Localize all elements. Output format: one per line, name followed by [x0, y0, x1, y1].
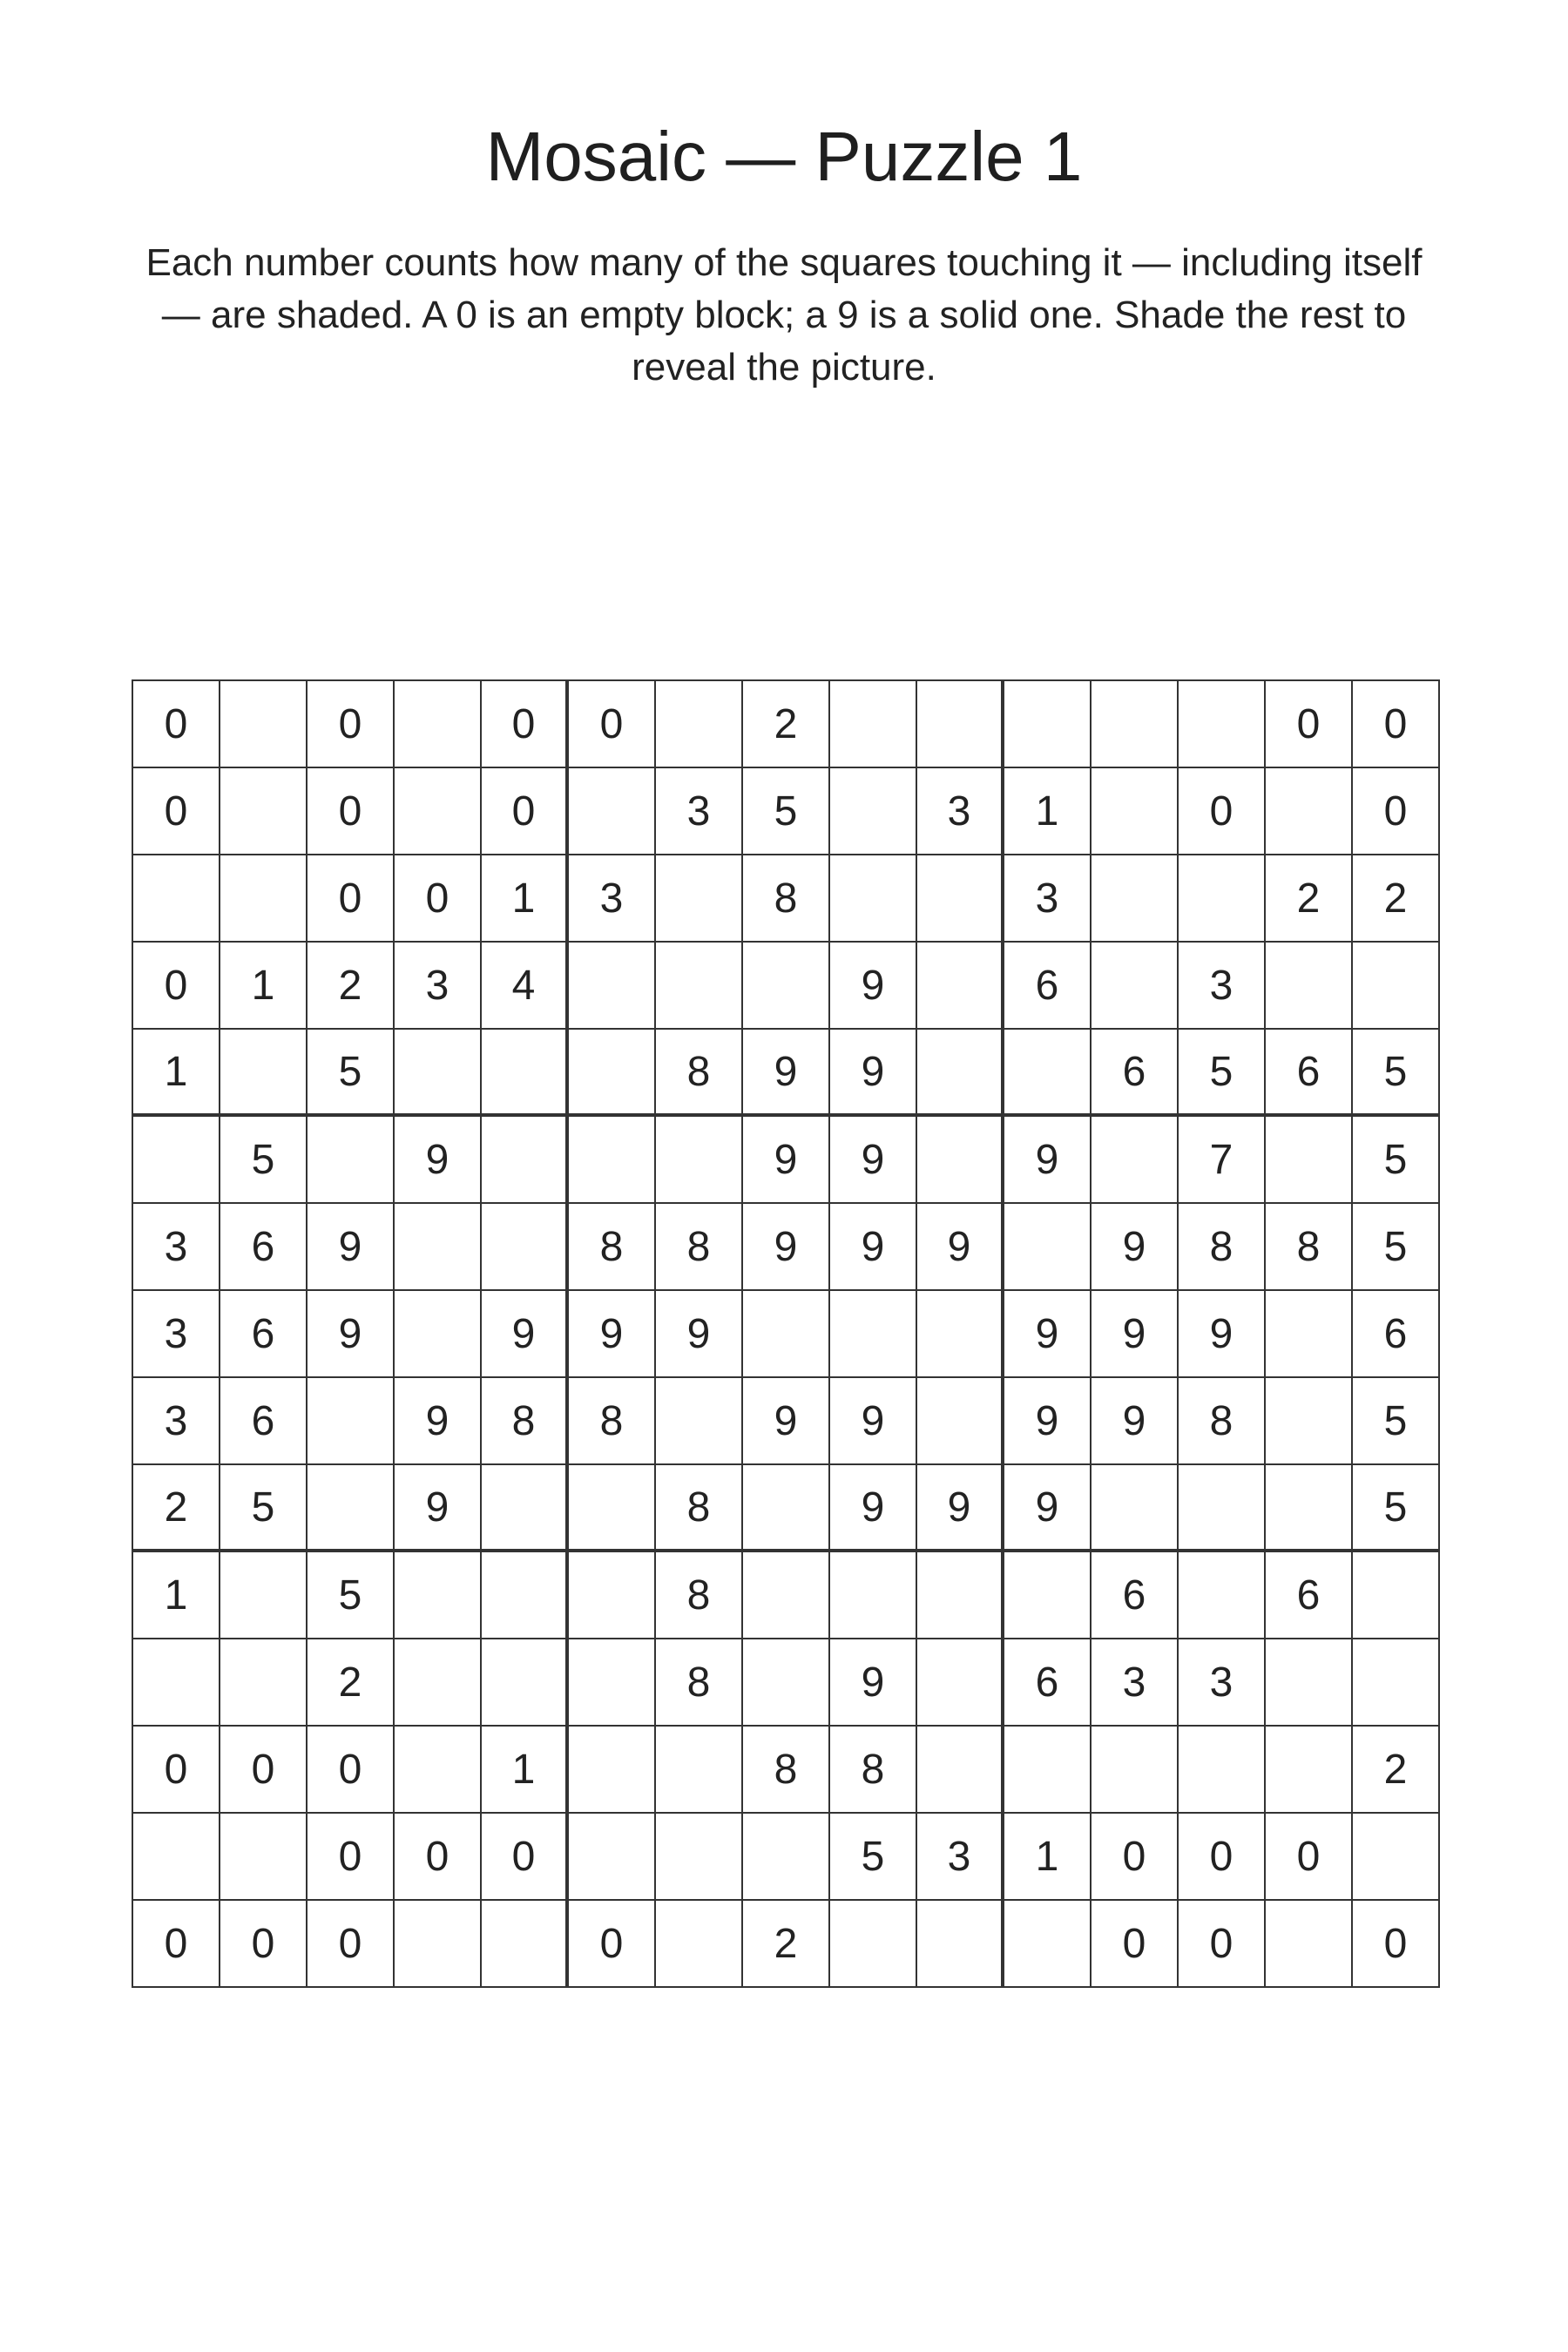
grid-cell[interactable]: 9: [656, 1291, 743, 1378]
grid-cell[interactable]: 3: [133, 1204, 220, 1291]
grid-cell[interactable]: 0: [308, 681, 395, 768]
grid-cell[interactable]: [482, 1030, 569, 1117]
grid-cell[interactable]: 9: [482, 1291, 569, 1378]
grid-cell[interactable]: [395, 768, 482, 855]
grid-cell[interactable]: [656, 1901, 743, 1988]
grid-cell[interactable]: 8: [569, 1378, 656, 1465]
grid-cell[interactable]: [220, 855, 308, 943]
grid-cell[interactable]: 9: [395, 1117, 482, 1204]
grid-cell[interactable]: [1353, 1814, 1440, 1901]
grid-cell[interactable]: 5: [830, 1814, 917, 1901]
puzzle-instructions: Each number counts how many of the squares touching it — including itself — are shaded. A 0 is an empty block; a 9 is a solid one. Shade the rest to reveal the picture.: [145, 241, 1423, 389]
grid-cell[interactable]: [1266, 1117, 1353, 1204]
grid-cell[interactable]: 2: [743, 681, 830, 768]
grid-cell[interactable]: 5: [308, 1552, 395, 1639]
grid-cell[interactable]: [1266, 768, 1353, 855]
grid-cell[interactable]: [395, 681, 482, 768]
grid-cell[interactable]: 9: [830, 1030, 917, 1117]
grid-cell[interactable]: [133, 1814, 220, 1901]
grid-cell[interactable]: [917, 1901, 1004, 1988]
grid-cell[interactable]: [743, 943, 830, 1030]
grid-cell[interactable]: [1092, 855, 1179, 943]
grid-cell[interactable]: 0: [1179, 1901, 1266, 1988]
grid-cell[interactable]: 5: [1353, 1378, 1440, 1465]
grid-cell[interactable]: 3: [917, 1814, 1004, 1901]
grid-cell[interactable]: 9: [1092, 1204, 1179, 1291]
grid-cell[interactable]: 9: [308, 1204, 395, 1291]
grid-cell[interactable]: [656, 1117, 743, 1204]
grid-cell[interactable]: [830, 1552, 917, 1639]
grid-cell[interactable]: 6: [1353, 1291, 1440, 1378]
grid-cell[interactable]: 5: [220, 1117, 308, 1204]
grid-cell[interactable]: 8: [656, 1639, 743, 1727]
grid-cell[interactable]: 0: [569, 1901, 656, 1988]
grid-cell[interactable]: 6: [220, 1378, 308, 1465]
grid-cell[interactable]: [308, 1465, 395, 1552]
grid-cell[interactable]: [220, 1552, 308, 1639]
grid-cell[interactable]: [1353, 1552, 1440, 1639]
grid-cell[interactable]: 5: [1179, 1030, 1266, 1117]
grid-cell[interactable]: 6: [1092, 1552, 1179, 1639]
grid-cell[interactable]: 8: [830, 1727, 917, 1814]
grid-cell[interactable]: [830, 768, 917, 855]
grid-cell[interactable]: [743, 1291, 830, 1378]
grid-cell[interactable]: [395, 1030, 482, 1117]
grid-cell[interactable]: 0: [220, 1727, 308, 1814]
grid-cell[interactable]: 9: [569, 1291, 656, 1378]
grid-cell[interactable]: [395, 1639, 482, 1727]
grid-cell[interactable]: [917, 943, 1004, 1030]
grid-cell[interactable]: [917, 1030, 1004, 1117]
grid-cell[interactable]: [1004, 1727, 1092, 1814]
grid-cell[interactable]: 2: [308, 943, 395, 1030]
mosaic-grid: [132, 679, 1440, 1988]
grid-cell[interactable]: 9: [917, 1204, 1004, 1291]
grid-cell[interactable]: 2: [1266, 855, 1353, 943]
grid-cell[interactable]: 3: [1092, 1639, 1179, 1727]
grid-cell[interactable]: 9: [830, 1204, 917, 1291]
grid-cell[interactable]: [220, 1030, 308, 1117]
grid-cell[interactable]: 5: [743, 768, 830, 855]
grid-cell[interactable]: 2: [308, 1639, 395, 1727]
grid-cell[interactable]: [308, 1117, 395, 1204]
grid-cell[interactable]: [656, 943, 743, 1030]
grid-cell[interactable]: 3: [395, 943, 482, 1030]
grid-cell[interactable]: [482, 1552, 569, 1639]
grid-cell[interactable]: 9: [830, 1117, 917, 1204]
grid-cell[interactable]: [133, 1117, 220, 1204]
grid-cell[interactable]: 0: [308, 855, 395, 943]
grid-cell[interactable]: 1: [482, 855, 569, 943]
grid-cell[interactable]: [917, 1552, 1004, 1639]
grid-cell[interactable]: [830, 1901, 917, 1988]
grid-cell[interactable]: 5: [1353, 1204, 1440, 1291]
grid-cell[interactable]: [569, 943, 656, 1030]
grid-cell[interactable]: 9: [1179, 1291, 1266, 1378]
grid-cell[interactable]: 9: [395, 1465, 482, 1552]
grid-cell[interactable]: [1266, 1378, 1353, 1465]
grid-cell[interactable]: 9: [743, 1378, 830, 1465]
grid-cell[interactable]: 8: [569, 1204, 656, 1291]
grid-cell[interactable]: 0: [482, 1814, 569, 1901]
grid-cell[interactable]: [917, 681, 1004, 768]
grid-cell[interactable]: 9: [743, 1117, 830, 1204]
grid-cell[interactable]: 9: [830, 1639, 917, 1727]
grid-cell[interactable]: 9: [743, 1204, 830, 1291]
grid-cell[interactable]: 0: [308, 1727, 395, 1814]
grid-cell[interactable]: 0: [308, 1814, 395, 1901]
grid-cell[interactable]: 1: [133, 1030, 220, 1117]
grid-cell[interactable]: [482, 1639, 569, 1727]
grid-cell[interactable]: [656, 1378, 743, 1465]
grid-cell[interactable]: [1179, 855, 1266, 943]
grid-cell[interactable]: 0: [482, 681, 569, 768]
grid-cell[interactable]: [569, 1552, 656, 1639]
grid-cell[interactable]: [1179, 1552, 1266, 1639]
grid-cell[interactable]: 0: [220, 1901, 308, 1988]
grid-cell[interactable]: 3: [1004, 855, 1092, 943]
grid-cell[interactable]: 5: [1353, 1117, 1440, 1204]
grid-cell[interactable]: 8: [656, 1204, 743, 1291]
grid-cell[interactable]: 8: [743, 1727, 830, 1814]
grid-cell[interactable]: 9: [1004, 1117, 1092, 1204]
grid-cell[interactable]: 4: [482, 943, 569, 1030]
grid-cell[interactable]: 1: [1004, 1814, 1092, 1901]
grid-cell[interactable]: [917, 1727, 1004, 1814]
grid-cell[interactable]: 8: [482, 1378, 569, 1465]
grid-cell[interactable]: 9: [830, 1378, 917, 1465]
grid-cell[interactable]: 0: [308, 1901, 395, 1988]
grid-cell[interactable]: 8: [656, 1465, 743, 1552]
grid-cell[interactable]: [1004, 1204, 1092, 1291]
grid-cell[interactable]: 6: [1092, 1030, 1179, 1117]
grid-cell[interactable]: [830, 681, 917, 768]
grid-cell[interactable]: 9: [1004, 1378, 1092, 1465]
grid-cell[interactable]: 9: [1004, 1465, 1092, 1552]
grid-cell[interactable]: 8: [1179, 1204, 1266, 1291]
grid-cell[interactable]: 2: [1353, 855, 1440, 943]
grid-cell[interactable]: [1353, 1639, 1440, 1727]
grid-cell[interactable]: 9: [395, 1378, 482, 1465]
grid-cell[interactable]: 6: [220, 1204, 308, 1291]
grid-cell[interactable]: 9: [1092, 1291, 1179, 1378]
grid-cell[interactable]: 8: [1266, 1204, 1353, 1291]
grid-cell[interactable]: 0: [569, 681, 656, 768]
grid-cell[interactable]: [830, 855, 917, 943]
grid-cell[interactable]: 2: [1353, 1727, 1440, 1814]
grid-cell[interactable]: [220, 768, 308, 855]
grid-cell[interactable]: [1266, 943, 1353, 1030]
grid-cell[interactable]: [1092, 768, 1179, 855]
grid-cell[interactable]: [1179, 1727, 1266, 1814]
grid-cell[interactable]: [917, 1291, 1004, 1378]
grid-cell[interactable]: [482, 1465, 569, 1552]
grid-cell[interactable]: 0: [1179, 1814, 1266, 1901]
grid-cell[interactable]: [1353, 943, 1440, 1030]
grid-cell[interactable]: 0: [1092, 1814, 1179, 1901]
grid-cell[interactable]: 6: [1004, 943, 1092, 1030]
grid-cell[interactable]: [917, 1117, 1004, 1204]
grid-cell[interactable]: 3: [133, 1291, 220, 1378]
grid-cell[interactable]: [743, 1552, 830, 1639]
grid-cell[interactable]: 2: [743, 1901, 830, 1988]
grid-cell[interactable]: 1: [220, 943, 308, 1030]
grid-cell[interactable]: 8: [1179, 1378, 1266, 1465]
grid-cell[interactable]: 8: [656, 1030, 743, 1117]
grid-cell[interactable]: 0: [133, 768, 220, 855]
grid-cell[interactable]: 5: [1353, 1465, 1440, 1552]
grid-cell[interactable]: 9: [308, 1291, 395, 1378]
grid-cell[interactable]: [1266, 1901, 1353, 1988]
grid-cell[interactable]: [569, 768, 656, 855]
grid-cell[interactable]: 0: [133, 1727, 220, 1814]
grid-cell[interactable]: [656, 681, 743, 768]
grid-cell[interactable]: [743, 1465, 830, 1552]
grid-cell[interactable]: [482, 1204, 569, 1291]
grid-cell[interactable]: [656, 1814, 743, 1901]
grid-cell[interactable]: 5: [220, 1465, 308, 1552]
grid-cell[interactable]: [1004, 1901, 1092, 1988]
grid-cell[interactable]: [830, 1291, 917, 1378]
grid-cell[interactable]: 0: [133, 1901, 220, 1988]
grid-cell[interactable]: [743, 1814, 830, 1901]
grid-cell[interactable]: [1179, 1465, 1266, 1552]
grid-cell[interactable]: [1092, 943, 1179, 1030]
grid-cell[interactable]: [395, 1204, 482, 1291]
grid-cell[interactable]: 1: [482, 1727, 569, 1814]
grid-cell[interactable]: [569, 1030, 656, 1117]
grid-cell[interactable]: 3: [1179, 1639, 1266, 1727]
grid-cell[interactable]: 5: [1353, 1030, 1440, 1117]
grid-cell[interactable]: [656, 1727, 743, 1814]
grid-cell[interactable]: [569, 1727, 656, 1814]
grid-cell[interactable]: [482, 1901, 569, 1988]
grid-cell[interactable]: 0: [1266, 1814, 1353, 1901]
grid-cell[interactable]: [395, 1291, 482, 1378]
grid-cell[interactable]: 0: [1092, 1901, 1179, 1988]
grid-cell[interactable]: 1: [133, 1552, 220, 1639]
grid-cell[interactable]: [917, 1639, 1004, 1727]
grid-cell[interactable]: [220, 1814, 308, 1901]
grid-cell[interactable]: 5: [308, 1030, 395, 1117]
grid-cell[interactable]: [1004, 1552, 1092, 1639]
grid-cell[interactable]: 0: [133, 681, 220, 768]
grid-cell[interactable]: 0: [1266, 681, 1353, 768]
grid-cell[interactable]: [743, 1639, 830, 1727]
page-title: Mosaic — Puzzle 1: [485, 118, 1083, 195]
grid-cell[interactable]: 7: [1179, 1117, 1266, 1204]
grid-cell[interactable]: [569, 1814, 656, 1901]
grid-cell[interactable]: [1266, 1727, 1353, 1814]
grid-cell[interactable]: [1092, 1465, 1179, 1552]
puzzle-board: [132, 679, 1440, 1988]
grid-cell[interactable]: 9: [830, 943, 917, 1030]
grid-cell[interactable]: 9: [743, 1030, 830, 1117]
grid-cell[interactable]: [220, 1639, 308, 1727]
grid-cell[interactable]: [569, 1639, 656, 1727]
grid-cell[interactable]: 8: [656, 1552, 743, 1639]
grid-cell[interactable]: [1092, 1117, 1179, 1204]
grid-cell[interactable]: [1266, 1639, 1353, 1727]
grid-cell[interactable]: 3: [133, 1378, 220, 1465]
grid-cell[interactable]: [1004, 1030, 1092, 1117]
grid-cell[interactable]: [1266, 1291, 1353, 1378]
grid-cell[interactable]: 9: [917, 1465, 1004, 1552]
grid-cell[interactable]: [917, 855, 1004, 943]
grid-cell[interactable]: 3: [1179, 943, 1266, 1030]
grid-cell[interactable]: [133, 1639, 220, 1727]
grid-cell[interactable]: [917, 1378, 1004, 1465]
grid-cell[interactable]: [569, 1117, 656, 1204]
grid-cell[interactable]: 0: [1353, 768, 1440, 855]
grid-cell[interactable]: 1: [1004, 768, 1092, 855]
grid-cell[interactable]: [1266, 1465, 1353, 1552]
grid-cell[interactable]: 8: [743, 855, 830, 943]
grid-cell[interactable]: 9: [1004, 1291, 1092, 1378]
grid-cell[interactable]: [133, 855, 220, 943]
grid-cell[interactable]: 0: [395, 855, 482, 943]
grid-cell[interactable]: [482, 1117, 569, 1204]
grid-cell[interactable]: 0: [1353, 681, 1440, 768]
grid-cell[interactable]: 9: [1092, 1378, 1179, 1465]
grid-cell[interactable]: [395, 1727, 482, 1814]
grid-cell[interactable]: 6: [1266, 1552, 1353, 1639]
grid-cell[interactable]: 0: [482, 768, 569, 855]
grid-cell[interactable]: [569, 1465, 656, 1552]
grid-cell[interactable]: 6: [1266, 1030, 1353, 1117]
grid-cell[interactable]: [1179, 681, 1266, 768]
grid-cell[interactable]: 3: [656, 768, 743, 855]
grid-cell[interactable]: [395, 1901, 482, 1988]
grid-cell[interactable]: 2: [133, 1465, 220, 1552]
grid-cell[interactable]: 0: [1179, 768, 1266, 855]
grid-cell[interactable]: [1092, 681, 1179, 768]
grid-cell[interactable]: 3: [569, 855, 656, 943]
grid-cell[interactable]: [220, 681, 308, 768]
grid-cell[interactable]: 0: [395, 1814, 482, 1901]
grid-cell[interactable]: 9: [830, 1465, 917, 1552]
grid-cell[interactable]: [1004, 681, 1092, 768]
grid-cell[interactable]: 6: [220, 1291, 308, 1378]
grid-cell[interactable]: 6: [1004, 1639, 1092, 1727]
grid-cell[interactable]: 3: [917, 768, 1004, 855]
grid-cell[interactable]: [395, 1552, 482, 1639]
grid-cell[interactable]: [1092, 1727, 1179, 1814]
grid-cell[interactable]: 0: [133, 943, 220, 1030]
grid-cell[interactable]: [656, 855, 743, 943]
grid-cell[interactable]: [308, 1378, 395, 1465]
grid-cell[interactable]: 0: [308, 768, 395, 855]
grid-cell[interactable]: 0: [1353, 1901, 1440, 1988]
